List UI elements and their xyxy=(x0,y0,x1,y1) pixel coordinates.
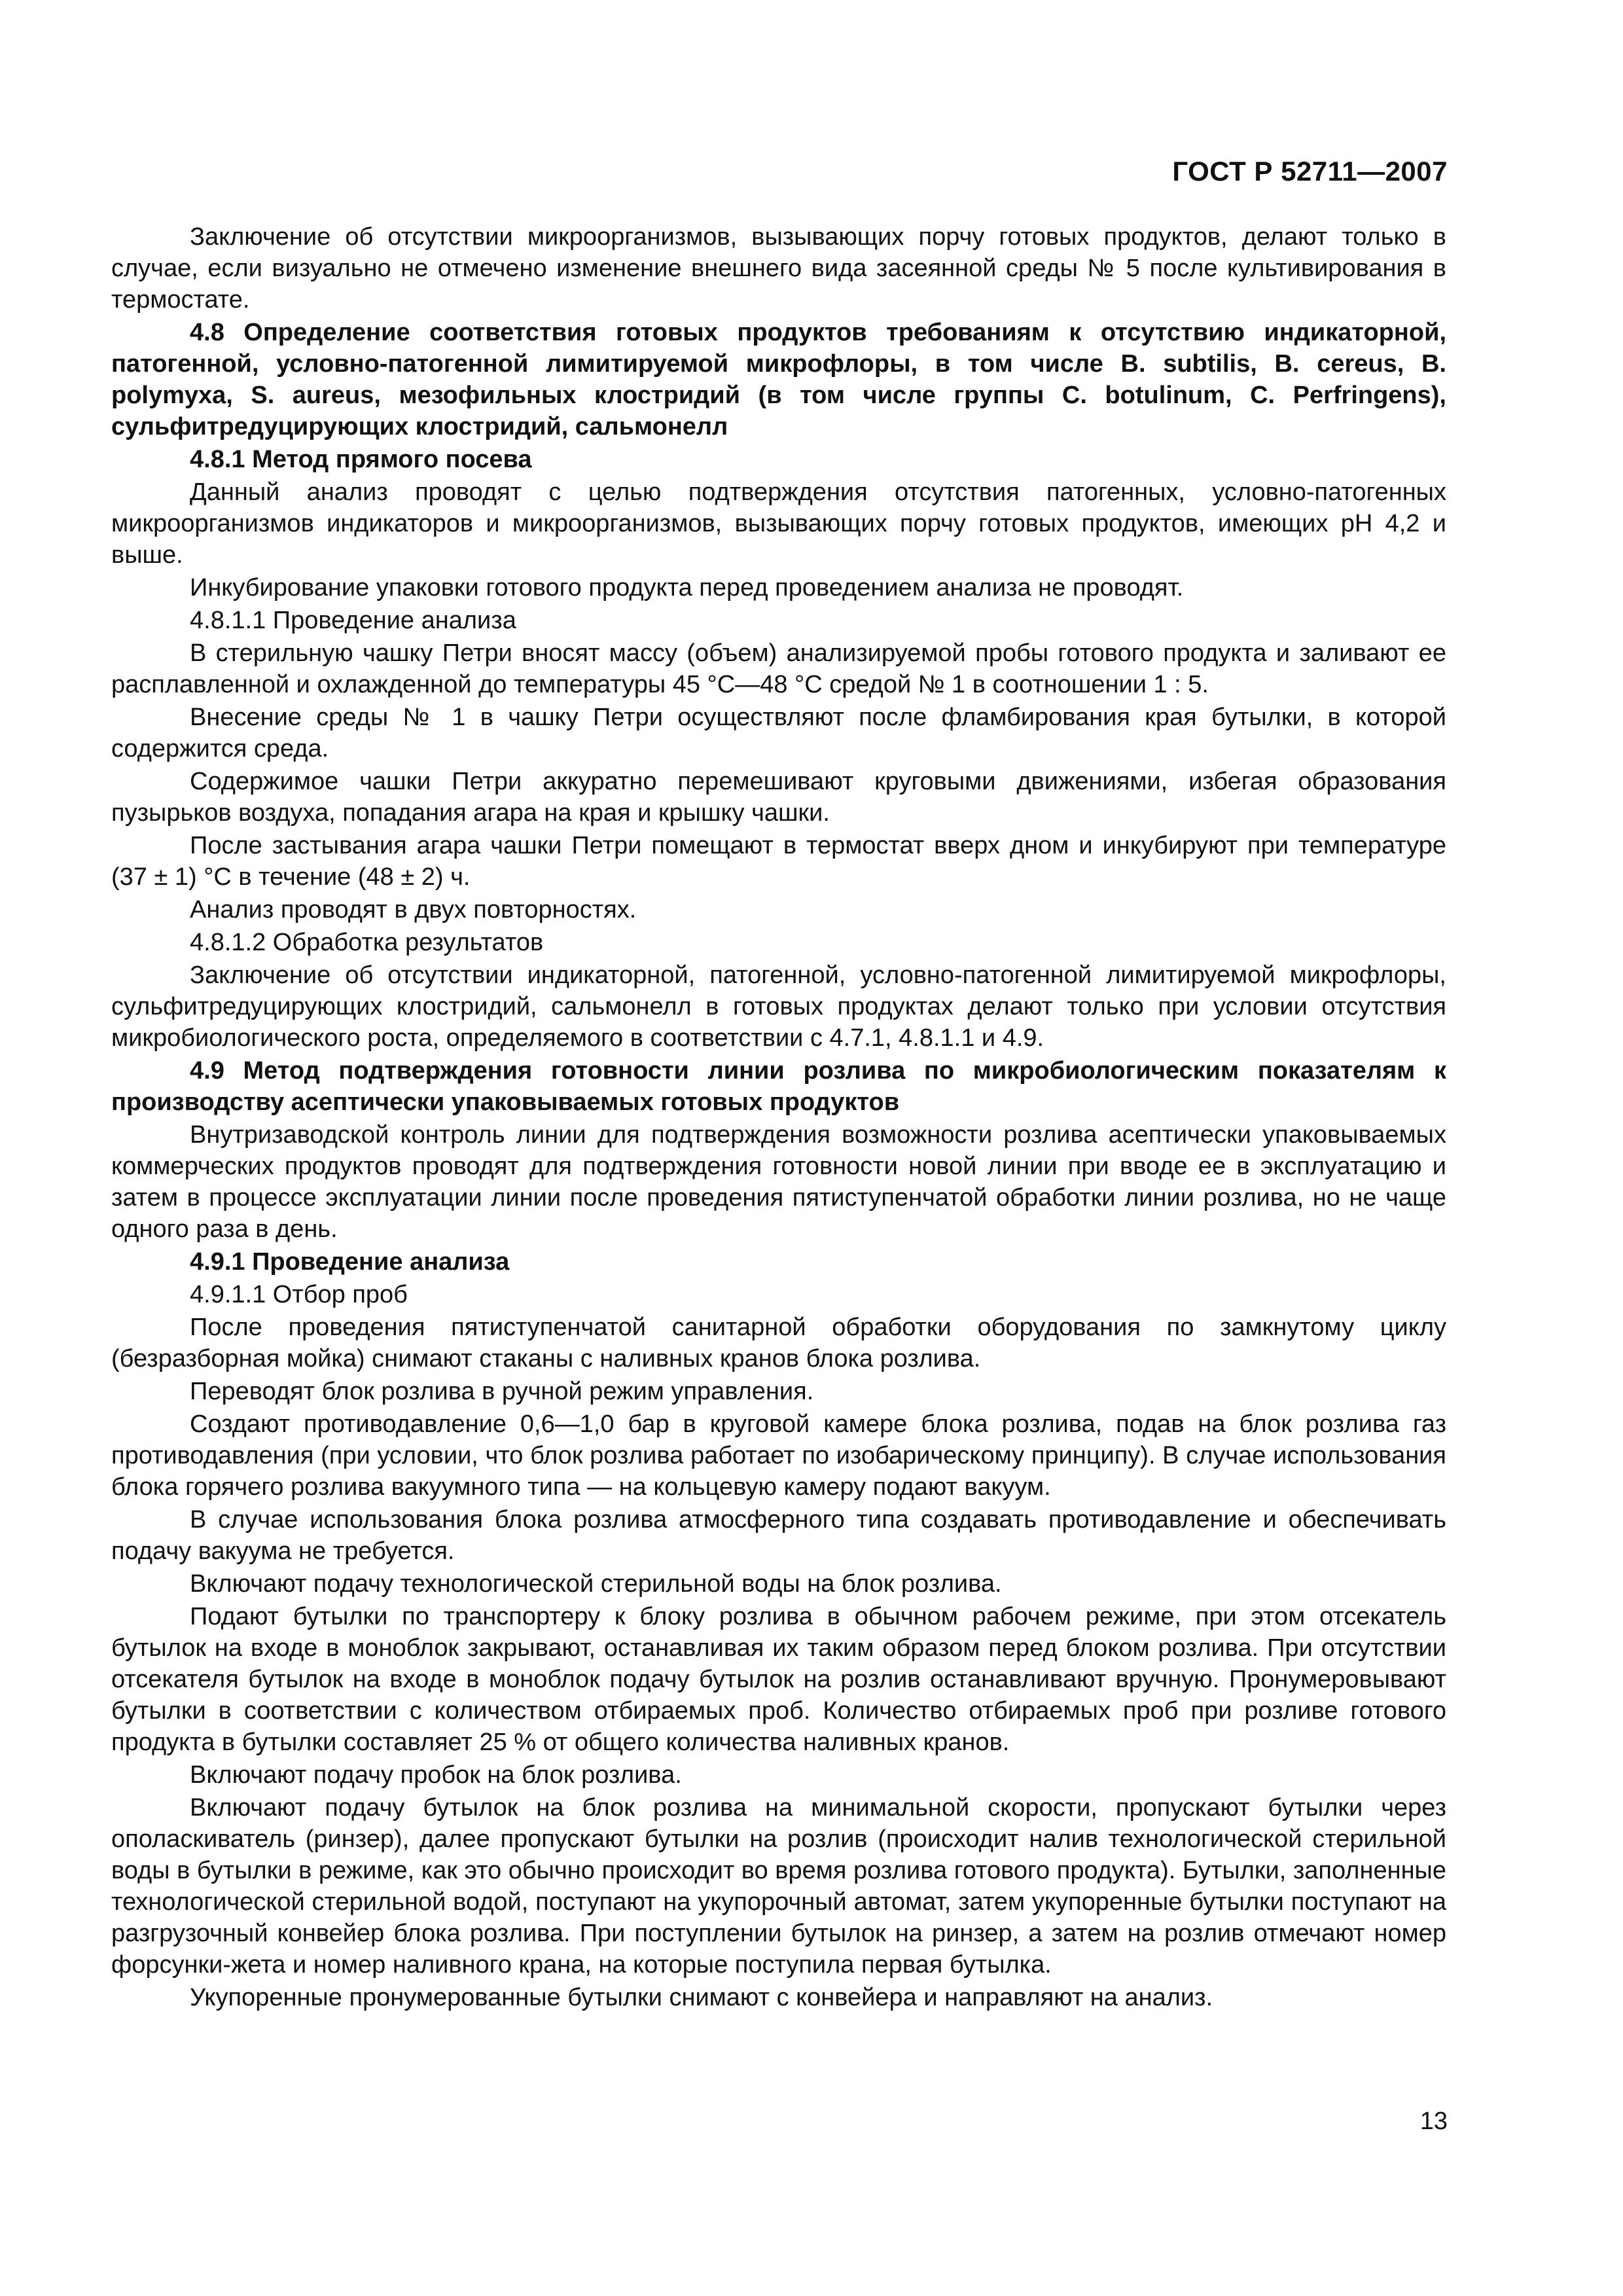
document-code: ГОСТ Р 52711—2007 xyxy=(1172,156,1448,187)
paragraph: Создают противодавление 0,6—1,0 бар в круговой камере блока розлива, подав на блок розлива газ противодавления (при условии, что блок розлива работает по изобарическому принципу). В случае использования блока горячего розлива вакуумного типа — на кольцевую камеру подают вакуум. xyxy=(111,1410,1446,1501)
paragraph: Внутризаводской контроль линии для подтверждения возможности розлива асептически упаковываемых коммерческих продуктов проводят для подтверждения готовности новой линии при вводе ее в эксплуатацию и затем в процессе эксплуатации линии после проведения пятиступенчатой обработки линии розлива, но не чаще одного раза в день. xyxy=(111,1121,1446,1243)
paragraph: После проведения пятиступенчатой санитарной обработки оборудования по замкнутому циклу (безразборная мойка) снимают стаканы с наливных кранов блока розлива. xyxy=(111,1314,1446,1372)
paragraph: В случае использования блока розлива атмосферного типа создавать противодавление и обеспечивать подачу вакуума не требуется. xyxy=(111,1506,1446,1565)
paragraph: Укупоренные пронумерованные бутылки снимают с конвейера и направляют на анализ. xyxy=(190,1984,1213,2011)
section-heading-4-8-1: 4.8.1 Метод прямого посева xyxy=(190,446,532,473)
section-heading-4-8: 4.8 Определение соответствия готовых продуктов требованиям к отсутствию индикаторной, патогенной, условно-патогенной лимитируемой микрофлоры, в том числе B. subtilis, B. cereus, B. polymyxa, S. aureus, мезофильных клостридий (в том числе группы C. botulinum, C. Perfringens), сульфитредуцирующих клостридий, сальмонелл xyxy=(111,319,1446,440)
paragraph: Внесение среды № 1 в чашку Петри осуществляют после фламбирования края бутылки, в которой содержится среда. xyxy=(111,704,1446,762)
paragraph: Инкубирование упаковки готового продукта перед проведением анализа не проводят. xyxy=(190,574,1184,601)
paragraph: Содержимое чашки Петри аккуратно перемешивают круговыми движениями, избегая образования пузырьков воздуха, попадания агара на края и крышку чашки. xyxy=(111,768,1446,827)
paragraph: Переводят блок розлива в ручной режим управления. xyxy=(190,1378,814,1405)
paragraph: Включают подачу бутылок на блок розлива на минимальной скорости, пропускают бутылки через ополаскиватель (ринзер), далее пропускают бутылки на розлив (происходит налив технологической стерильной воды в бутылки в режиме, как это обычно происходит во время розлива готового продукта). Бутылки, заполненные технологической стерильной водой, поступают на укупорочный автомат, затем укупоренные бутылки поступают на разгрузочный конвейер блока розлива. При поступлении бутылок на ринзер, а затем на розлив отмечают номер форсунки-жета и номер наливного крана, на которые поступила первая бутылка. xyxy=(111,1794,1446,1979)
paragraph: Данный анализ проводят с целью подтверждения отсутствия патогенных, условно-патогенных микроорганизмов индикаторов и микроорганизмов, вызывающих порчу готовых продуктов, имеющих pH 4,2 и выше. xyxy=(111,478,1446,569)
paragraph: Заключение об отсутствии микроорганизмов, вызывающих порчу готовых продуктов, делают только в случае, если визуально не отмечено изменение внешнего вида засеянной среды № 5 после культивирования в термостате. xyxy=(111,223,1446,314)
subsection-heading: 4.9.1.1 Отбор проб xyxy=(190,1281,408,1308)
document-body xyxy=(111,221,1446,2015)
subsection-heading: 4.8.1.1 Проведение анализа xyxy=(190,607,516,634)
paragraph: Подают бутылки по транспортеру к блоку розлива в обычном рабочем режиме, при этом отсекатель бутылок на входе в моноблок закрывают, останавливая их таким образом перед блоком розлива. При отсутствии отсекателя бутылок на входе в моноблок подачу бутылок на розлив останавливают вручную. Пронумеровывают бутылки в соответствии с количеством отбираемых проб. Количество отбираемых проб при розливе готового продукта в бутылки составляет 25 % от общего количества наливных кранов. xyxy=(111,1603,1446,1756)
paragraph: В стерильную чашку Петри вносят массу (объем) анализируемой пробы готового продукта и заливают ее расплавленной и охлажденной до температуры 45 °C—48 °C средой № 1 в соотношении 1 : 5. xyxy=(111,639,1446,698)
paragraph: После застывания агара чашки Петри помещают в термостат вверх дном и инкубируют при температуре (37 ± 1) °C в течение (48 ± 2) ч. xyxy=(111,832,1446,891)
paragraph: Анализ проводят в двух повторностях. xyxy=(190,896,637,924)
paragraph: Включают подачу пробок на блок розлива. xyxy=(190,1761,682,1789)
page-number: 13 xyxy=(1419,2108,1448,2135)
subsection-heading: 4.8.1.2 Обработка результатов xyxy=(190,929,544,956)
paragraph: Заключение об отсутствии индикаторной, патогенной, условно-патогенной лимитируемой микрофлоры, сульфитредуцирующих клостридий, сальмонелл в готовых продуктах делают только при условии отсутствия микробиологического роста, определяемого в соответствии с 4.7.1, 4.8.1.1 и 4.9. xyxy=(111,961,1446,1052)
section-heading-4-9: 4.9 Метод подтверждения готовности линии розлива по микробиологическим показателям к производству асептически упаковываемых готовых продуктов xyxy=(111,1057,1446,1116)
section-heading-4-9-1: 4.9.1 Проведение анализа xyxy=(190,1248,510,1276)
paragraph: Включают подачу технологической стерильной воды на блок розлива. xyxy=(190,1570,1002,1598)
